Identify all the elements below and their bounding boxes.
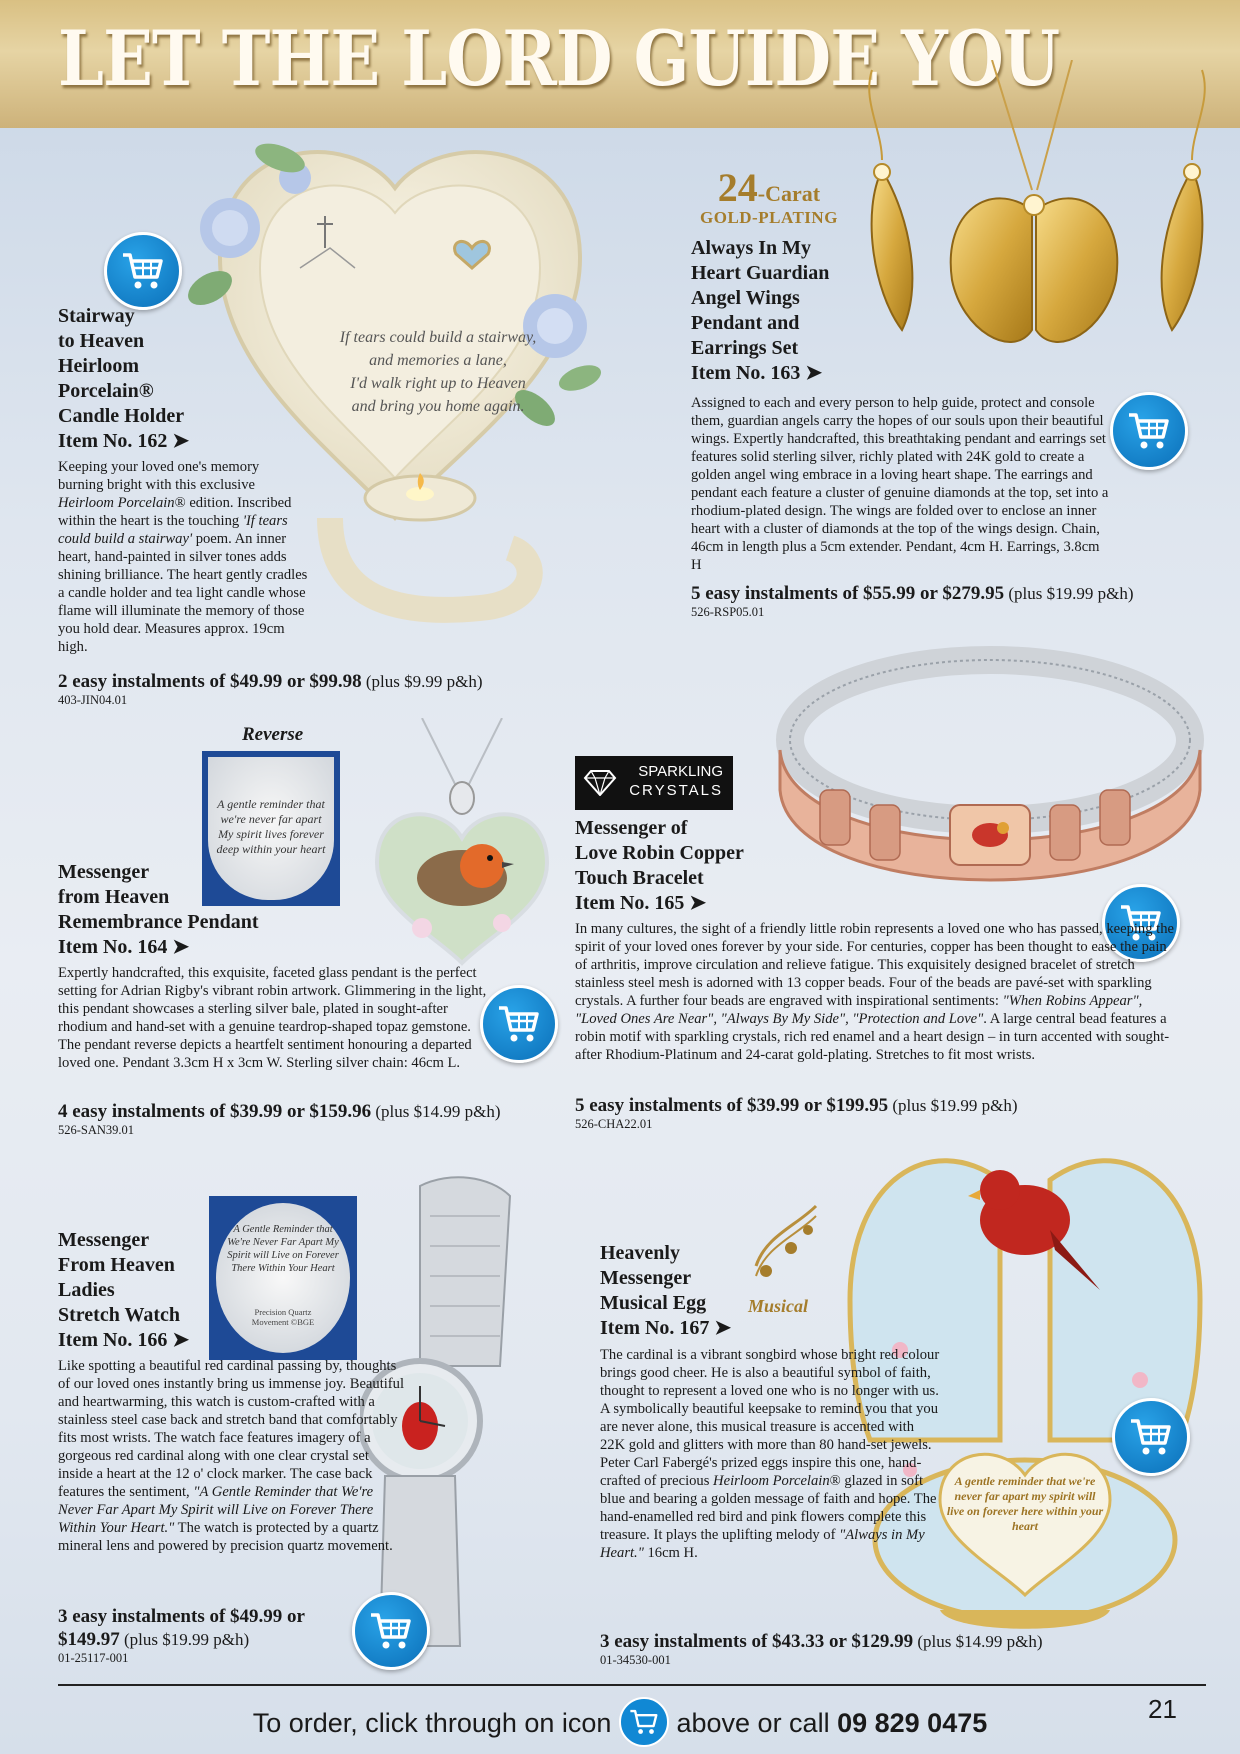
item-number[interactable]: Item No. 163 ➤: [691, 362, 823, 384]
price-167: [600, 1628, 1160, 1668]
price: [58, 1100, 578, 1123]
caseback-small-print: Precision Quartz Movement ©BGE: [251, 1307, 315, 1327]
badge-number: 24: [717, 165, 758, 210]
product-165-body: [575, 916, 1175, 1064]
price: [600, 1630, 1160, 1653]
description-text: ® glazed in soft blue and bearing a golden message of faith and hope. The hand-enamelled red bird and pink flowers complete this treasure. It plays the uplifting melody of: [600, 1473, 937, 1543]
sparkling-crystals-badge: [575, 756, 733, 810]
product-code: 526-CHA22.01: [575, 1117, 653, 1131]
price-165: [575, 1092, 1135, 1132]
price-pnh: (plus $9.99 p&h): [361, 672, 483, 691]
shopping-cart-icon: [1127, 411, 1171, 451]
description-text: . A large central bead features a robin motif with sparkling crystals, rich red enamel and a heart design – in turn accented with sought-after Rhodium-Platinum and 24-carat gold-plating. Stretches to fit most wrists.: [575, 1011, 1170, 1063]
shopping-cart-icon: [629, 1708, 659, 1736]
title-line: Porcelain®: [58, 380, 154, 402]
page-title: LET THE LORD GUIDE YOU: [58, 14, 1060, 103]
product-description: [58, 458, 308, 656]
musical-label: Musical: [748, 1296, 809, 1316]
price-pnh: (plus $19.99 p&h): [888, 1096, 1018, 1115]
poem-line-1: If tears could build a stairway,: [339, 329, 537, 346]
caseback-inscription: A Gentle Reminder that We're Never Far Apart My Spirit will Live on Forever There Within Your Heart: [227, 1224, 339, 1274]
product-title: [691, 236, 1141, 361]
description-text: ® edition. Inscribed within the heart is the touching: [58, 495, 292, 529]
order-footer: [0, 1700, 1240, 1750]
candle-holder-poem: [318, 326, 558, 418]
poem-line-3: I'd walk right up to Heaven: [350, 375, 526, 392]
price: [58, 1605, 358, 1651]
product-code: 526-RSP05.01: [691, 605, 765, 619]
reverse-inscription: A gentle reminder that we're never far apart My spirit lives forever deep within your heart: [216, 797, 326, 856]
price-164: [58, 1098, 578, 1138]
product-167-body: [600, 1342, 940, 1562]
footer-text-prefix: To order, click through on icon: [252, 1708, 612, 1739]
product-description: [691, 394, 1111, 574]
price-pnh: (plus $14.99 p&h): [913, 1632, 1043, 1651]
cart-button-162[interactable]: [104, 232, 182, 310]
title-line: Earrings Set: [691, 337, 799, 359]
title-line: Remembrance Pendant: [58, 911, 259, 933]
product-title: [575, 816, 875, 891]
description-italic: Heirloom Porcelain: [58, 495, 175, 511]
badge-carat: -Carat: [757, 181, 821, 206]
description-text: The watch is protected by a quartz mineral lens and powered by precision quartz movement.: [58, 1520, 393, 1554]
poem-line-2: and memories a lane,: [369, 352, 507, 369]
product-title: [600, 1241, 780, 1316]
badge-line-2: CRYSTALS: [629, 782, 723, 799]
title-line: Heart Guardian: [691, 262, 830, 284]
description-italic: "A Gentle Reminder that We're Never Far Apart My Spirit will Live on Forever There Within Your Heart.": [58, 1484, 374, 1536]
title-line: Pendant and: [691, 312, 800, 334]
price: [58, 670, 578, 693]
title-line: Ladies: [58, 1279, 115, 1301]
price-main: 5 easy instalments of $39.99 or $199.95: [575, 1095, 889, 1116]
item-number[interactable]: Item No. 162 ➤: [58, 430, 190, 452]
shopping-cart-icon: [1129, 1417, 1173, 1457]
item-number[interactable]: Item No. 165 ➤: [575, 892, 707, 914]
title-line: Candle Holder: [58, 405, 185, 427]
product-description: [58, 1357, 404, 1555]
cart-button-163[interactable]: [1110, 392, 1188, 470]
title-line: Messenger of: [575, 817, 688, 839]
product-163: [691, 236, 1141, 386]
shopping-cart-icon: [497, 1004, 541, 1044]
title-line: Messenger: [600, 1267, 692, 1289]
description-italic: 'If tears could build a stairway': [58, 513, 288, 547]
title-line: Heirloom: [58, 355, 140, 377]
title-line: Heavenly: [600, 1242, 680, 1264]
title-line: Messenger: [58, 861, 150, 883]
title-line: Angel Wings: [691, 287, 800, 309]
product-description: [600, 1346, 940, 1562]
product-code: 403-JIN04.01: [58, 693, 128, 707]
title-line: Touch Bracelet: [575, 867, 704, 889]
price: [691, 582, 1211, 605]
title-line: From Heaven: [58, 1254, 175, 1276]
footer-divider: [58, 1684, 1206, 1686]
title-line: from Heaven: [58, 886, 170, 908]
badge-line-1: SPARKLING: [638, 763, 723, 780]
title-line: to Heaven: [58, 330, 145, 352]
robin-pendant-image: [362, 718, 562, 968]
price-main: 3 easy instalments of $43.33 or $129.99: [600, 1631, 914, 1652]
product-165: [575, 816, 875, 916]
description-text: poem. An inner heart, hand-painted in silver tones adds shining brilliance. The heart gently cradles a candle holder and tea light candle whose flame will illuminate the memory of those you hold dear. Measures approx. 19cm high.: [58, 531, 308, 655]
cart-button-166[interactable]: [352, 1592, 430, 1670]
item-number[interactable]: Item No. 166 ➤: [58, 1329, 190, 1351]
cart-button-164[interactable]: [480, 985, 558, 1063]
product-164-body: [58, 960, 488, 1072]
description-text: Like spotting a beautiful red cardinal passing by, thoughts of our loved ones instantly bring us immense joy. Beautiful and heartwarming, this watch is custom-crafted with a stainless steel case back and stretch band that comfortably fits most wrists. The watch face features imagery of a gorgeous red cardinal along with one clear crystal set inside a heart at the 12 o' clock marker. The case back features the sentiment,: [58, 1358, 405, 1500]
page-number: 21: [1148, 1694, 1177, 1724]
title-line: Messenger: [58, 1229, 150, 1251]
description-text: 16cm H.: [643, 1545, 698, 1561]
poem-line-4: and bring you home again.: [351, 398, 525, 415]
description-text: In many cultures, the sight of a friendly little robin represents a loved one who has passed, keeping the spirit of your loved ones forever by your side. For centuries, copper has been thought to ease the pain of arthritis, improve circulation and relieve fatigue. This exquisitely designed bracelet of stretch stainless steel mesh is adorned with 13 copper beads. Four of the beads are pavé-set with sparkling crystals. A further four beads are engraved with inspirational sentiments:: [575, 921, 1174, 1009]
product-162: [58, 304, 312, 656]
phone-number[interactable]: 09 829 0475: [837, 1708, 988, 1739]
reverse-label: Reverse: [242, 724, 304, 745]
title-line: Musical Egg: [600, 1292, 707, 1314]
description-italic: Heirloom Porcelain: [713, 1473, 830, 1489]
price-pnh: (plus $19.99 p&h): [1004, 584, 1134, 603]
title-line: Love Robin Copper: [575, 842, 744, 864]
product-code: 01-25117-001: [58, 1651, 129, 1665]
description-text: Keeping your loved one's memory burning bright with this exclusive: [58, 459, 260, 493]
badge-label: GOLD-PLATING: [700, 208, 838, 227]
description-italic: "Always in My Heart.": [600, 1527, 925, 1561]
shopping-cart-icon: [369, 1611, 413, 1651]
cart-button-167[interactable]: [1112, 1398, 1190, 1476]
egg-inscription: A gentle reminder that we're never far apart my spirit will live on forever here within your heart: [946, 1474, 1104, 1533]
item-number[interactable]: Item No. 164 ➤: [58, 936, 190, 958]
description-text: Assigned to each and every person to help guide, protect and console them, guardian angels carry the hopes of our souls upon their beautiful wings. Expertly handcrafted, this breathtaking pendant and earrings set features solid sterling silver, richly plated with 24K gold to create a golden angel wing embrace in a loving heart shape. The earrings and pendant each feature a cluster of genuine diamonds at the top, set into a rhodium-plated design. The wings are folded over to enclose an inner heart with a cluster of diamonds at the top of the wings design. Chain, 46cm in length plus a 5cm extender. Pendant, 4cm H. Earrings, 3.8cm H: [691, 395, 1109, 573]
gold-plating-badge: [700, 165, 838, 228]
product-description: [58, 964, 490, 1072]
title-line: Stairway: [58, 305, 135, 327]
product-167: [600, 1241, 780, 1341]
item-number[interactable]: Item No. 167 ➤: [600, 1317, 732, 1339]
price-pnh: (plus $14.99 p&h): [371, 1102, 501, 1121]
product-164: [58, 860, 348, 960]
product-title: [58, 1228, 258, 1328]
price-main: 4 easy instalments of $39.99 or $159.96: [58, 1101, 372, 1122]
price-main: 5 easy instalments of $55.99 or $279.95: [691, 583, 1005, 604]
title-line: Stretch Watch: [58, 1304, 181, 1326]
description-text: The cardinal is a vibrant songbird whose bright red colour brings good cheer. He is also a beautiful symbol of faith, thought to represent a loved one who is no longer with us. A symbolically beautiful keepsake to remind you that you are never alone, this musical treasure is accented with 22K gold and glitters with more than 80 hand-set jewels. Peter Carl Fabergé's prized eggs inspire this one, hand-crafted of precious: [600, 1347, 940, 1489]
price-main: 3 easy instalments of $49.99 or $149.97: [58, 1606, 305, 1650]
price-pnh: (plus $19.99 p&h): [119, 1630, 250, 1649]
price-162: [58, 668, 578, 708]
product-code: 01-34530-001: [600, 1653, 671, 1667]
price-main: 2 easy instalments of $49.99 or $99.98: [58, 671, 362, 692]
footer-cart-icon[interactable]: [619, 1697, 669, 1747]
product-description: [575, 920, 1175, 1064]
product-title: [58, 860, 348, 935]
footer-text-middle: above or call: [676, 1708, 830, 1739]
price-166: [58, 1603, 358, 1666]
description-italic: "When Robins Appear", "Loved Ones Are Near", "Always By My Side", "Protection and Love": [575, 993, 1143, 1027]
diamond-icon: [583, 770, 617, 796]
product-title: [58, 304, 312, 429]
description-text: Expertly handcrafted, this exquisite, faceted glass pendant is the perfect setting for Adrian Rigby's vibrant robin artwork. Glimmering in the light, this pendant showcases a sterling silver bale, plated in sought-after rhodium and hand-set with a genuine teardrop-shaped topaz gemstone. The pendant reverse depicts a heartfelt sentiment honouring a departed loved one. Pendant 3.3cm H x 3cm W. Sterling silver chain: 46cm L.: [58, 965, 487, 1071]
price: [575, 1094, 1135, 1117]
shopping-cart-icon: [121, 251, 165, 291]
product-code: 526-SAN39.01: [58, 1123, 135, 1137]
price-163: [691, 580, 1211, 620]
title-line: Always In My: [691, 237, 812, 259]
